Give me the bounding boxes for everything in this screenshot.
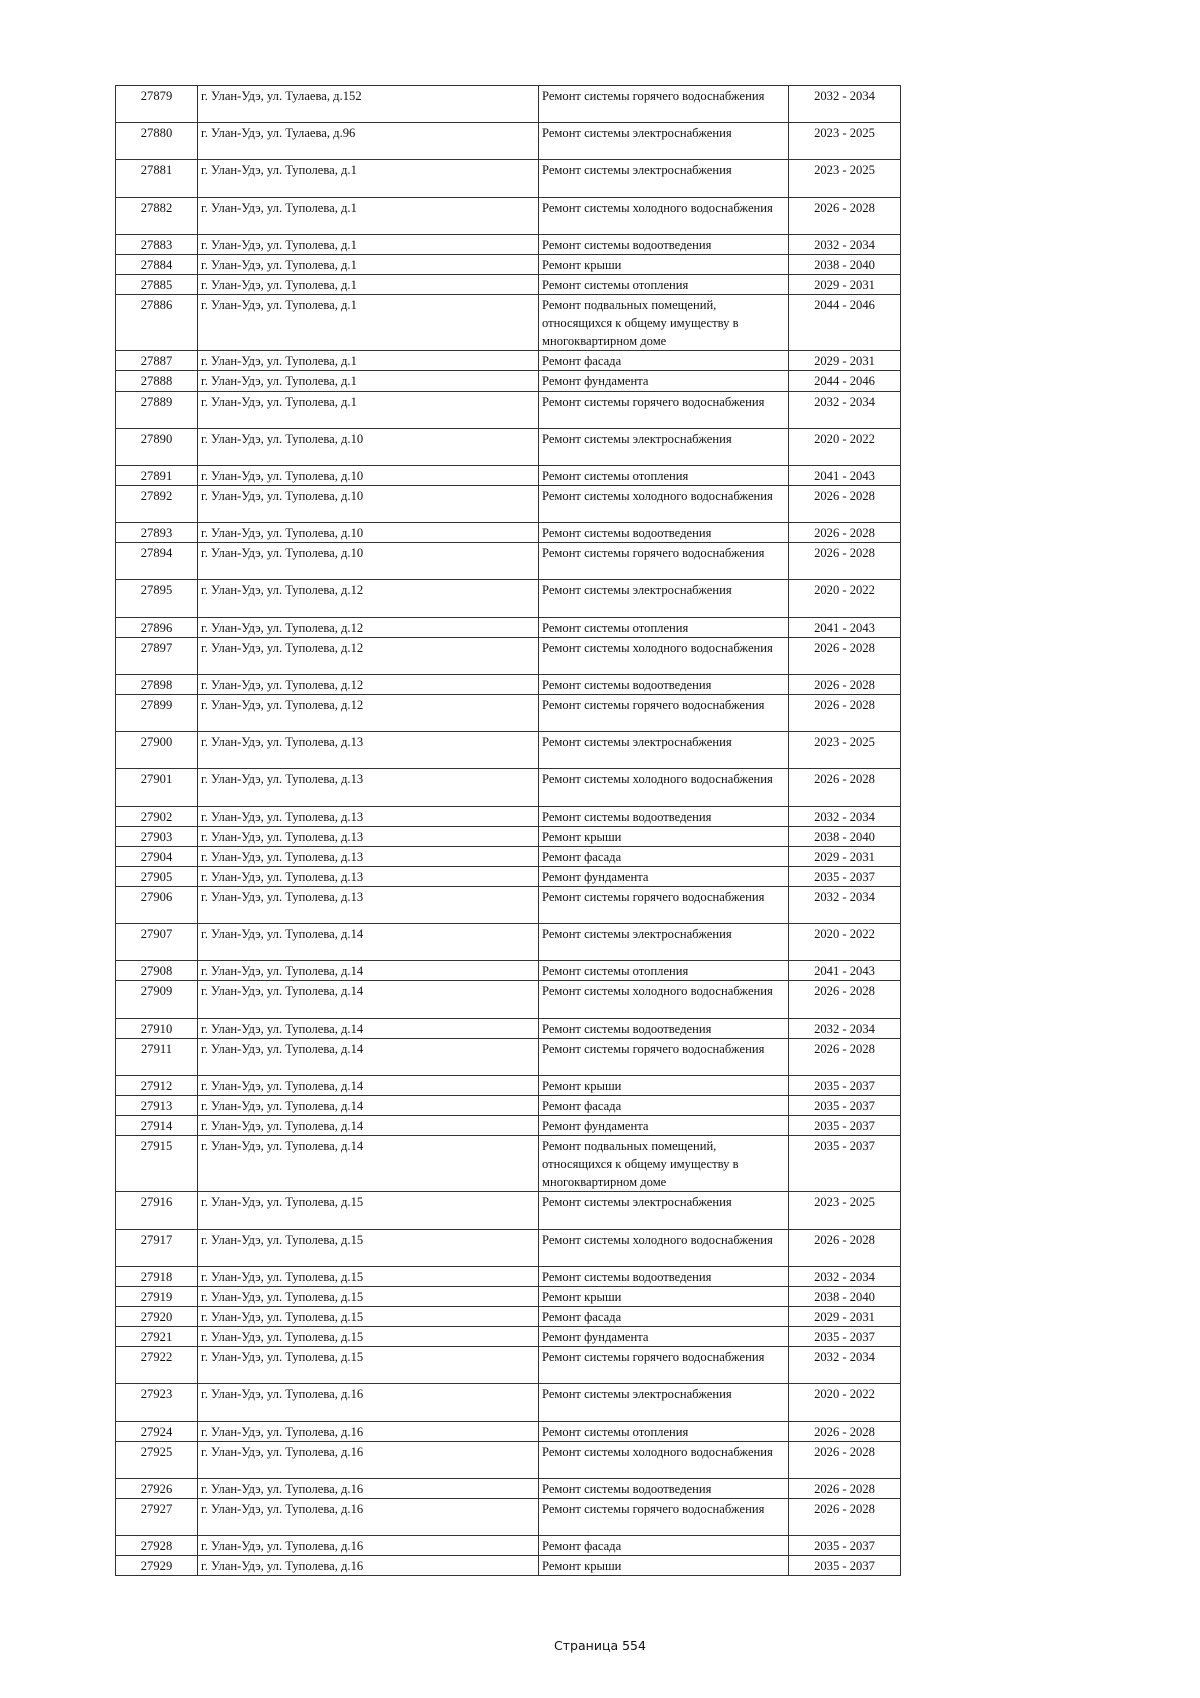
table-row: [116, 886, 901, 923]
row-number: 27903: [116, 826, 198, 846]
table-row: [116, 254, 901, 274]
address-cell: г. Улан-Удэ, ул. Туполева, д.1: [198, 160, 539, 197]
period-cell: 2029 - 2031: [789, 1307, 901, 1327]
work-type-cell: Ремонт системы горячего водоснабжения: [539, 543, 789, 580]
table-row: [116, 1421, 901, 1441]
period-cell: 2044 - 2046: [789, 371, 901, 391]
period-cell: 2041 - 2043: [789, 465, 901, 485]
work-type-cell: Ремонт системы отопления: [539, 617, 789, 637]
period-cell: 2026 - 2028: [789, 197, 901, 234]
address-cell: г. Улан-Удэ, ул. Туполева, д.15: [198, 1307, 539, 1327]
period-cell: 2026 - 2028: [789, 769, 901, 806]
address-cell: г. Улан-Удэ, ул. Туполева, д.13: [198, 769, 539, 806]
address-cell: г. Улан-Удэ, ул. Туполева, д.16: [198, 1556, 539, 1576]
row-number: 27914: [116, 1116, 198, 1136]
work-type-cell: Ремонт крыши: [539, 1556, 789, 1576]
address-cell: г. Улан-Удэ, ул. Туполева, д.12: [198, 580, 539, 617]
table-row: [116, 1018, 901, 1038]
period-cell: 2026 - 2028: [789, 1038, 901, 1075]
address-cell: г. Улан-Удэ, ул. Туполева, д.16: [198, 1498, 539, 1535]
address-cell: г. Улан-Удэ, ул. Туполева, д.15: [198, 1266, 539, 1286]
work-type-cell: Ремонт системы отопления: [539, 274, 789, 294]
row-number: 27904: [116, 846, 198, 866]
table-row: [116, 160, 901, 197]
work-type-cell: Ремонт фасада: [539, 351, 789, 371]
period-cell: 2035 - 2037: [789, 1095, 901, 1115]
work-type-cell: Ремонт системы электроснабжения: [539, 428, 789, 465]
row-number: 27922: [116, 1347, 198, 1384]
row-number: 27915: [116, 1136, 198, 1192]
table-row: [116, 1347, 901, 1384]
row-number: 27918: [116, 1266, 198, 1286]
period-cell: 2026 - 2028: [789, 637, 901, 674]
work-type-cell: Ремонт подвальных помещений, относящихся к общему имуществу в многоквартирном доме: [539, 295, 789, 351]
row-number: 27884: [116, 254, 198, 274]
row-number: 27907: [116, 924, 198, 961]
table-row: [116, 465, 901, 485]
table-row: [116, 846, 901, 866]
work-type-cell: Ремонт системы водоотведения: [539, 806, 789, 826]
address-cell: г. Улан-Удэ, ул. Туполева, д.12: [198, 637, 539, 674]
period-cell: 2038 - 2040: [789, 254, 901, 274]
address-cell: г. Улан-Удэ, ул. Туполева, д.14: [198, 961, 539, 981]
address-cell: г. Улан-Удэ, ул. Туполева, д.12: [198, 674, 539, 694]
address-cell: г. Улан-Удэ, ул. Туполева, д.15: [198, 1192, 539, 1229]
period-cell: 2035 - 2037: [789, 1536, 901, 1556]
period-cell: 2026 - 2028: [789, 1421, 901, 1441]
row-number: 27906: [116, 886, 198, 923]
work-type-cell: Ремонт системы водоотведения: [539, 1478, 789, 1498]
period-cell: 2029 - 2031: [789, 351, 901, 371]
address-cell: г. Улан-Удэ, ул. Туполева, д.16: [198, 1478, 539, 1498]
table-row: [116, 695, 901, 732]
period-cell: 2020 - 2022: [789, 580, 901, 617]
table-row: [116, 981, 901, 1018]
work-type-cell: Ремонт системы электроснабжения: [539, 732, 789, 769]
address-cell: г. Улан-Удэ, ул. Туполева, д.15: [198, 1327, 539, 1347]
table-row: [116, 1038, 901, 1075]
row-number: 27886: [116, 295, 198, 351]
address-cell: г. Улан-Удэ, ул. Туполева, д.16: [198, 1421, 539, 1441]
work-type-cell: Ремонт фундамента: [539, 1116, 789, 1136]
table-row: [116, 1556, 901, 1576]
address-cell: г. Улан-Удэ, ул. Туполева, д.13: [198, 806, 539, 826]
address-cell: г. Улан-Удэ, ул. Туполева, д.1: [198, 274, 539, 294]
address-cell: г. Улан-Удэ, ул. Туполева, д.15: [198, 1347, 539, 1384]
row-number: 27908: [116, 961, 198, 981]
table-row: [116, 351, 901, 371]
table-body: [116, 86, 901, 1576]
work-type-cell: Ремонт системы холодного водоснабжения: [539, 981, 789, 1018]
row-number: 27911: [116, 1038, 198, 1075]
period-cell: 2026 - 2028: [789, 695, 901, 732]
period-cell: 2032 - 2034: [789, 1266, 901, 1286]
work-type-cell: Ремонт системы водоотведения: [539, 1018, 789, 1038]
period-cell: 2032 - 2034: [789, 886, 901, 923]
table-row: [116, 523, 901, 543]
period-cell: 2023 - 2025: [789, 732, 901, 769]
period-cell: 2020 - 2022: [789, 1384, 901, 1421]
row-number: 27881: [116, 160, 198, 197]
work-type-cell: Ремонт системы горячего водоснабжения: [539, 1038, 789, 1075]
row-number: 27925: [116, 1441, 198, 1478]
table-row: [116, 1095, 901, 1115]
work-type-cell: Ремонт фасада: [539, 846, 789, 866]
work-type-cell: Ремонт системы холодного водоснабжения: [539, 637, 789, 674]
row-number: 27892: [116, 485, 198, 522]
row-number: 27898: [116, 674, 198, 694]
table-row: [116, 1327, 901, 1347]
period-cell: 2026 - 2028: [789, 543, 901, 580]
period-cell: 2020 - 2022: [789, 428, 901, 465]
row-number: 27894: [116, 543, 198, 580]
period-cell: 2020 - 2022: [789, 924, 901, 961]
table-row: [116, 1075, 901, 1095]
table-row: [116, 580, 901, 617]
address-cell: г. Улан-Удэ, ул. Туполева, д.13: [198, 732, 539, 769]
page-number: Страница 554: [554, 1638, 646, 1653]
work-type-cell: Ремонт крыши: [539, 254, 789, 274]
row-number: 27919: [116, 1286, 198, 1306]
work-type-cell: Ремонт системы электроснабжения: [539, 123, 789, 160]
period-cell: 2041 - 2043: [789, 961, 901, 981]
work-type-cell: Ремонт системы электроснабжения: [539, 580, 789, 617]
table-row: [116, 1536, 901, 1556]
address-cell: г. Улан-Удэ, ул. Туполева, д.1: [198, 391, 539, 428]
table-row: [116, 123, 901, 160]
row-number: 27910: [116, 1018, 198, 1038]
table-row: [116, 1384, 901, 1421]
period-cell: 2035 - 2037: [789, 1327, 901, 1347]
address-cell: г. Улан-Удэ, ул. Туполева, д.15: [198, 1286, 539, 1306]
row-number: 27890: [116, 428, 198, 465]
work-type-cell: Ремонт системы горячего водоснабжения: [539, 86, 789, 123]
row-number: 27913: [116, 1095, 198, 1115]
row-number: 27923: [116, 1384, 198, 1421]
period-cell: 2038 - 2040: [789, 1286, 901, 1306]
table-row: [116, 674, 901, 694]
table-row: [116, 1286, 901, 1306]
table-row: [116, 1266, 901, 1286]
row-number: 27917: [116, 1229, 198, 1266]
row-number: 27926: [116, 1478, 198, 1498]
period-cell: 2026 - 2028: [789, 981, 901, 1018]
address-cell: г. Улан-Удэ, ул. Туполева, д.12: [198, 695, 539, 732]
period-cell: 2035 - 2037: [789, 866, 901, 886]
row-number: 27893: [116, 523, 198, 543]
row-number: 27880: [116, 123, 198, 160]
table-row: [116, 866, 901, 886]
address-cell: г. Улан-Удэ, ул. Туполева, д.10: [198, 428, 539, 465]
table-row: [116, 1192, 901, 1229]
address-cell: г. Улан-Удэ, ул. Туполева, д.10: [198, 523, 539, 543]
table-row: [116, 1229, 901, 1266]
work-type-cell: Ремонт системы горячего водоснабжения: [539, 391, 789, 428]
row-number: 27885: [116, 274, 198, 294]
period-cell: 2023 - 2025: [789, 1192, 901, 1229]
address-cell: г. Улан-Удэ, ул. Туполева, д.10: [198, 465, 539, 485]
address-cell: г. Улан-Удэ, ул. Туполева, д.14: [198, 924, 539, 961]
work-type-cell: Ремонт системы горячего водоснабжения: [539, 1498, 789, 1535]
row-number: 27905: [116, 866, 198, 886]
row-number: 27921: [116, 1327, 198, 1347]
address-cell: г. Улан-Удэ, ул. Туполева, д.1: [198, 295, 539, 351]
work-type-cell: Ремонт фундамента: [539, 371, 789, 391]
table-row: [116, 637, 901, 674]
work-type-cell: Ремонт системы холодного водоснабжения: [539, 1441, 789, 1478]
work-type-cell: Ремонт системы отопления: [539, 465, 789, 485]
row-number: 27888: [116, 371, 198, 391]
work-type-cell: Ремонт системы водоотведения: [539, 234, 789, 254]
table-row: [116, 1441, 901, 1478]
table-row: [116, 826, 901, 846]
table-row: [116, 295, 901, 351]
address-cell: г. Улан-Удэ, ул. Туполева, д.14: [198, 1116, 539, 1136]
work-type-cell: Ремонт крыши: [539, 1286, 789, 1306]
work-type-cell: Ремонт фасада: [539, 1095, 789, 1115]
table-row: [116, 732, 901, 769]
table-row: [116, 1136, 901, 1192]
address-cell: г. Улан-Удэ, ул. Туполева, д.16: [198, 1441, 539, 1478]
work-type-cell: Ремонт системы холодного водоснабжения: [539, 1229, 789, 1266]
table-row: [116, 391, 901, 428]
work-type-cell: Ремонт фасада: [539, 1536, 789, 1556]
address-cell: г. Улан-Удэ, ул. Туполева, д.14: [198, 1038, 539, 1075]
period-cell: 2029 - 2031: [789, 846, 901, 866]
period-cell: 2035 - 2037: [789, 1075, 901, 1095]
row-number: 27927: [116, 1498, 198, 1535]
period-cell: 2035 - 2037: [789, 1556, 901, 1576]
period-cell: 2026 - 2028: [789, 485, 901, 522]
work-type-cell: Ремонт системы горячего водоснабжения: [539, 1347, 789, 1384]
table-row: [116, 617, 901, 637]
table-row: [116, 924, 901, 961]
row-number: 27912: [116, 1075, 198, 1095]
address-cell: г. Улан-Удэ, ул. Тулаева, д.96: [198, 123, 539, 160]
address-cell: г. Улан-Удэ, ул. Туполева, д.13: [198, 886, 539, 923]
row-number: 27882: [116, 197, 198, 234]
row-number: 27900: [116, 732, 198, 769]
table-row: [116, 86, 901, 123]
address-cell: г. Улан-Удэ, ул. Тулаева, д.152: [198, 86, 539, 123]
period-cell: 2026 - 2028: [789, 1229, 901, 1266]
period-cell: 2041 - 2043: [789, 617, 901, 637]
row-number: 27891: [116, 465, 198, 485]
period-cell: 2032 - 2034: [789, 234, 901, 254]
work-type-cell: Ремонт системы электроснабжения: [539, 160, 789, 197]
address-cell: г. Улан-Удэ, ул. Туполева, д.13: [198, 826, 539, 846]
address-cell: г. Улан-Удэ, ул. Туполева, д.14: [198, 1018, 539, 1038]
work-type-cell: Ремонт фасада: [539, 1307, 789, 1327]
row-number: 27889: [116, 391, 198, 428]
work-type-cell: Ремонт системы холодного водоснабжения: [539, 485, 789, 522]
address-cell: г. Улан-Удэ, ул. Туполева, д.13: [198, 866, 539, 886]
period-cell: 2032 - 2034: [789, 1347, 901, 1384]
address-cell: г. Улан-Удэ, ул. Туполева, д.16: [198, 1536, 539, 1556]
work-type-cell: Ремонт системы отопления: [539, 1421, 789, 1441]
address-cell: г. Улан-Удэ, ул. Туполева, д.13: [198, 846, 539, 866]
address-cell: г. Улан-Удэ, ул. Туполева, д.14: [198, 1095, 539, 1115]
period-cell: 2026 - 2028: [789, 674, 901, 694]
work-type-cell: Ремонт крыши: [539, 1075, 789, 1095]
address-cell: г. Улан-Удэ, ул. Туполева, д.14: [198, 981, 539, 1018]
work-type-cell: Ремонт системы водоотведения: [539, 674, 789, 694]
work-type-cell: Ремонт фундамента: [539, 866, 789, 886]
work-type-cell: Ремонт системы электроснабжения: [539, 1192, 789, 1229]
address-cell: г. Улан-Удэ, ул. Туполева, д.1: [198, 351, 539, 371]
table-row: [116, 485, 901, 522]
period-cell: 2032 - 2034: [789, 86, 901, 123]
period-cell: 2029 - 2031: [789, 274, 901, 294]
period-cell: 2026 - 2028: [789, 1441, 901, 1478]
table-row: [116, 1498, 901, 1535]
address-cell: г. Улан-Удэ, ул. Туполева, д.15: [198, 1229, 539, 1266]
address-cell: г. Улан-Удэ, ул. Туполева, д.1: [198, 254, 539, 274]
work-type-cell: Ремонт системы горячего водоснабжения: [539, 695, 789, 732]
row-number: 27916: [116, 1192, 198, 1229]
address-cell: г. Улан-Удэ, ул. Туполева, д.1: [198, 234, 539, 254]
row-number: 27897: [116, 637, 198, 674]
address-cell: г. Улан-Удэ, ул. Туполева, д.12: [198, 617, 539, 637]
period-cell: 2026 - 2028: [789, 1478, 901, 1498]
row-number: 27883: [116, 234, 198, 254]
table-row: [116, 961, 901, 981]
address-cell: г. Улан-Удэ, ул. Туполева, д.10: [198, 543, 539, 580]
address-cell: г. Улан-Удэ, ул. Туполева, д.14: [198, 1075, 539, 1095]
address-cell: г. Улан-Удэ, ул. Туполева, д.16: [198, 1384, 539, 1421]
row-number: 27909: [116, 981, 198, 1018]
table-row: [116, 769, 901, 806]
work-type-cell: Ремонт системы холодного водоснабжения: [539, 197, 789, 234]
table-row: [116, 428, 901, 465]
period-cell: 2032 - 2034: [789, 1018, 901, 1038]
repair-schedule-table: [115, 85, 901, 1576]
period-cell: 2035 - 2037: [789, 1116, 901, 1136]
work-type-cell: Ремонт крыши: [539, 826, 789, 846]
period-cell: 2032 - 2034: [789, 391, 901, 428]
address-cell: г. Улан-Удэ, ул. Туполева, д.10: [198, 485, 539, 522]
work-type-cell: Ремонт системы холодного водоснабжения: [539, 769, 789, 806]
work-type-cell: Ремонт системы водоотведения: [539, 523, 789, 543]
table-row: [116, 543, 901, 580]
table-row: [116, 234, 901, 254]
table-row: [116, 1116, 901, 1136]
row-number: 27902: [116, 806, 198, 826]
period-cell: 2026 - 2028: [789, 523, 901, 543]
work-type-cell: Ремонт системы отопления: [539, 961, 789, 981]
table-row: [116, 1307, 901, 1327]
table-row: [116, 197, 901, 234]
work-type-cell: Ремонт системы горячего водоснабжения: [539, 886, 789, 923]
period-cell: 2038 - 2040: [789, 826, 901, 846]
work-type-cell: Ремонт системы электроснабжения: [539, 924, 789, 961]
address-cell: г. Улан-Удэ, ул. Туполева, д.14: [198, 1136, 539, 1192]
work-type-cell: Ремонт подвальных помещений, относящихся к общему имуществу в многоквартирном доме: [539, 1136, 789, 1192]
row-number: 27887: [116, 351, 198, 371]
work-type-cell: Ремонт фундамента: [539, 1327, 789, 1347]
period-cell: 2035 - 2037: [789, 1136, 901, 1192]
table-row: [116, 806, 901, 826]
table-row: [116, 1478, 901, 1498]
period-cell: 2023 - 2025: [789, 123, 901, 160]
row-number: 27924: [116, 1421, 198, 1441]
row-number: 27929: [116, 1556, 198, 1576]
row-number: 27879: [116, 86, 198, 123]
period-cell: 2044 - 2046: [789, 295, 901, 351]
period-cell: 2032 - 2034: [789, 806, 901, 826]
row-number: 27896: [116, 617, 198, 637]
table-row: [116, 274, 901, 294]
address-cell: г. Улан-Удэ, ул. Туполева, д.1: [198, 197, 539, 234]
address-cell: г. Улан-Удэ, ул. Туполева, д.1: [198, 371, 539, 391]
row-number: 27920: [116, 1307, 198, 1327]
row-number: 27928: [116, 1536, 198, 1556]
row-number: 27901: [116, 769, 198, 806]
row-number: 27899: [116, 695, 198, 732]
period-cell: 2026 - 2028: [789, 1498, 901, 1535]
work-type-cell: Ремонт системы водоотведения: [539, 1266, 789, 1286]
period-cell: 2023 - 2025: [789, 160, 901, 197]
work-type-cell: Ремонт системы электроснабжения: [539, 1384, 789, 1421]
row-number: 27895: [116, 580, 198, 617]
table-row: [116, 371, 901, 391]
